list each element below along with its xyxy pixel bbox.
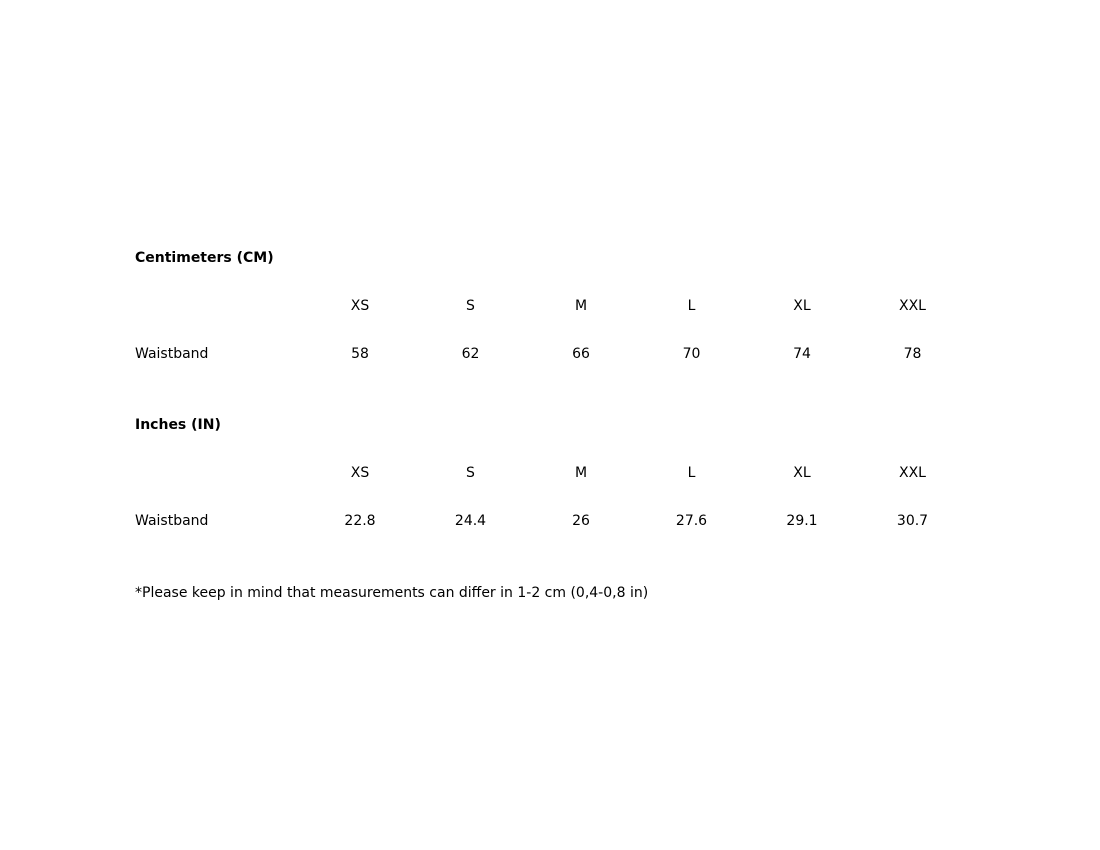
value-cell: 66: [572, 346, 590, 362]
value-cell: 30.7: [896, 513, 929, 529]
size-header-cell: XS: [350, 465, 370, 481]
value-cell: 74: [793, 346, 811, 362]
size-header-cell: S: [466, 465, 475, 481]
size-header-cell: XXL: [899, 298, 926, 314]
size-header-cell: XXL: [899, 465, 926, 481]
size-header-cell: XL: [793, 465, 811, 481]
value-cell: 22.8: [344, 513, 376, 529]
value-cell: 27.6: [675, 513, 708, 529]
size-header-row: [135, 464, 965, 482]
value-cell: 24.4: [454, 513, 487, 529]
size-header-cell: S: [466, 298, 475, 314]
row-label: Waistband: [135, 346, 209, 362]
size-header-cell: L: [687, 298, 696, 314]
size-table: [135, 434, 965, 530]
size-header-cell: XL: [793, 298, 811, 314]
section-title: Inches (IN): [135, 417, 221, 433]
table-row: [135, 512, 965, 530]
value-cell: 70: [682, 346, 701, 362]
size-header-cell: XS: [350, 298, 370, 314]
value-cell: 78: [903, 346, 922, 362]
value-cell: 26: [572, 513, 590, 529]
size-header-cell: L: [687, 465, 696, 481]
size-header-row: [135, 297, 965, 315]
row-label: Waistband: [135, 513, 209, 529]
measurement-note: *Please keep in mind that measurements can differ in 1-2 cm (0,4-0,8 in): [135, 585, 649, 601]
section-title: Centimeters (CM): [135, 250, 274, 266]
size-chart-in: [135, 416, 965, 530]
size-header-cell: M: [574, 465, 588, 481]
size-table: [135, 267, 965, 363]
size-chart-cm: [135, 249, 965, 363]
table-row: [135, 345, 965, 363]
size-header-cell: M: [574, 298, 588, 314]
value-cell: 62: [461, 346, 480, 362]
value-cell: 29.1: [786, 513, 818, 529]
value-cell: 58: [351, 346, 369, 362]
